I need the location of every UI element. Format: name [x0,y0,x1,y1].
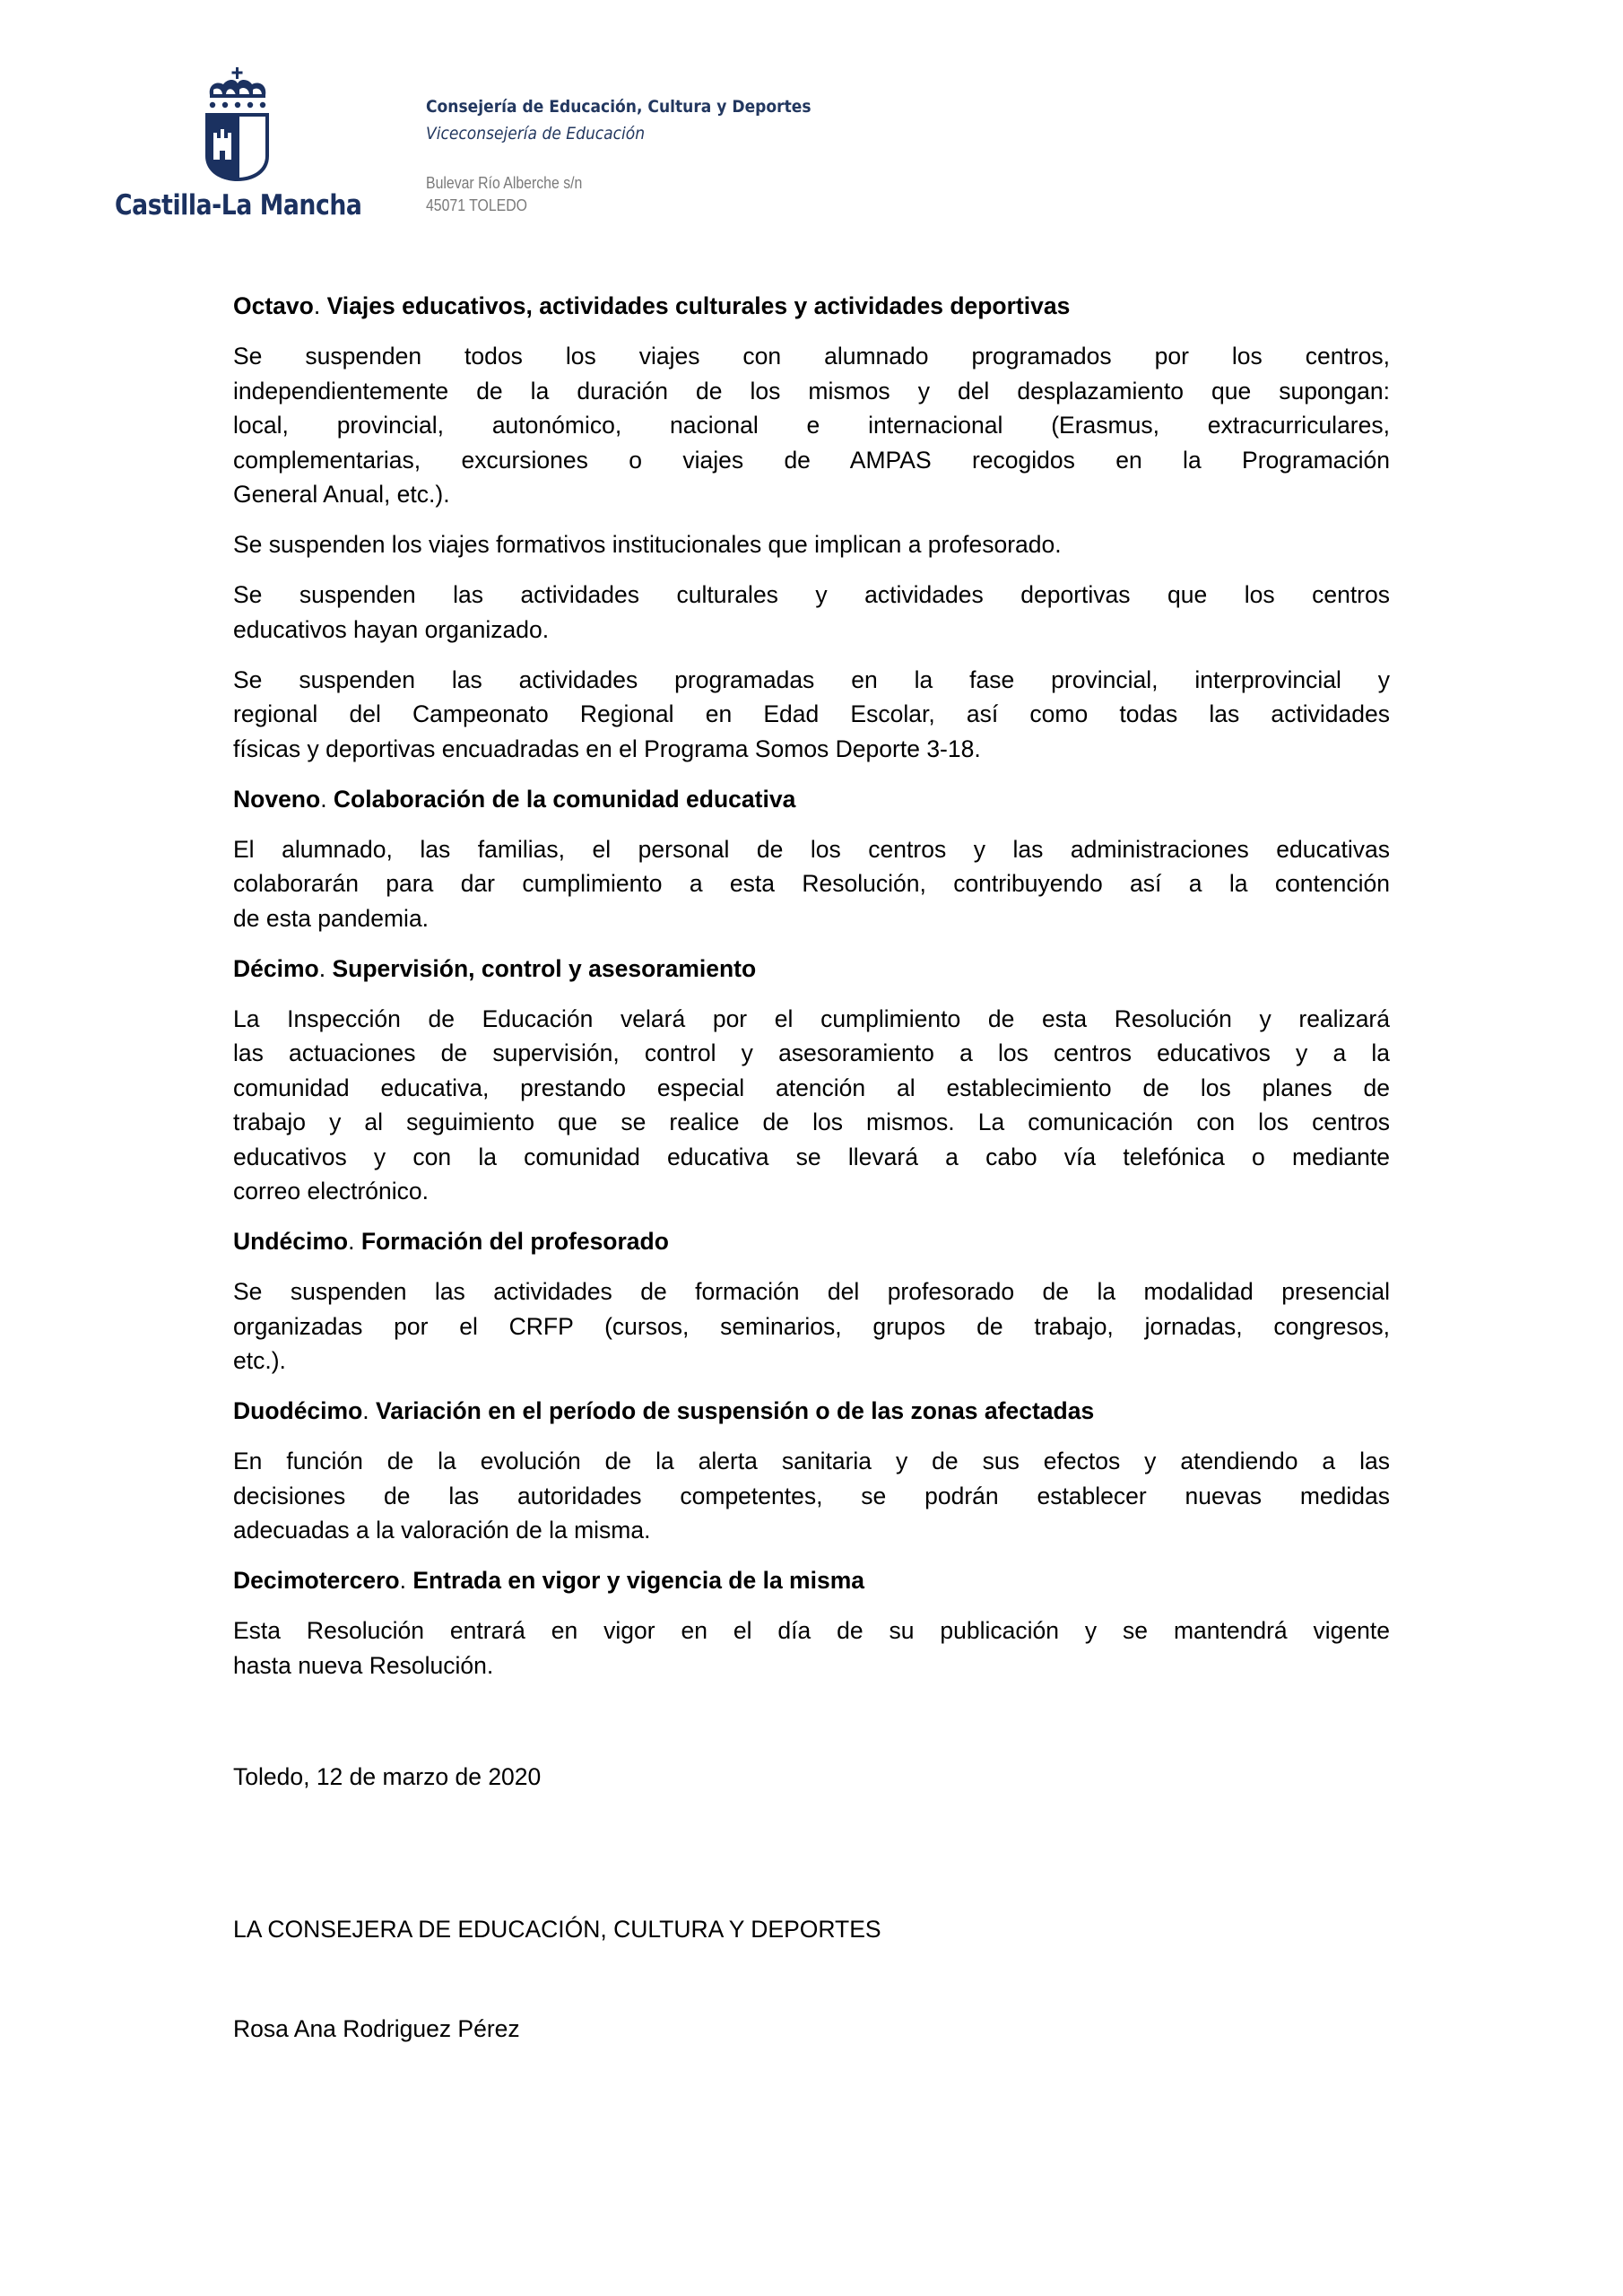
paragraph-line: correo electrónico. [233,1178,429,1205]
paragraph-line: etc.). [233,1347,286,1374]
section-heading [233,1563,1390,1598]
paragraph-line: Se suspenden los viajes formativos institucionales que implican a profesorado. [233,531,1062,558]
paragraph [233,832,1390,936]
address-street: Bulevar Río Alberche s/n [426,174,583,192]
paragraph-line: El alumnado, las familias, el personal de los centros y las administraciones educativas [233,835,1390,863]
paragraph [233,578,1390,647]
paragraph-line: Se suspenden las actividades de formación del profesorado de la modalidad presencial [233,1278,1390,1305]
paragraph-line: Esta Resolución entrará en vigor en el día de su publicación y se mantendrá vigente [233,1617,1390,1644]
section-title: Formación del profesorado [360,1228,669,1255]
place-date: Toledo, 12 de marzo de 2020 [233,1763,542,1790]
document-body [233,289,1390,1699]
paragraph-line: complementarias, excursiones o viajes de AMPAS recogidos en la Programación [233,446,1390,474]
sub-department-name: Viceconsejería de Educación [426,124,646,144]
paragraph-line: Se suspenden todos los viajes con alumnado programados por los centros, [233,343,1390,370]
paragraph [233,1002,1390,1209]
paragraph-line: regional del Campeonato Regional en Edad Escolar, así como todas las actividades [233,700,1390,727]
section-heading [233,1394,1390,1429]
address-block [426,172,582,217]
paragraph [233,339,1390,512]
region-name: Castilla-La Mancha [115,189,362,222]
paragraph [233,1613,1390,1683]
section-number: Undécimo [233,1228,349,1255]
section-title: Colaboración de la comunidad educativa [333,785,796,813]
signer-title: LA CONSEJERA DE EDUCACIÓN, CULTURA Y DEPORTES [233,1916,881,1943]
section-separator: . [348,1228,361,1255]
section-title: Variación en el período de suspensión o de las zonas afectadas [376,1397,1095,1424]
section-separator: . [318,954,333,982]
section-title: Entrada en vigor y vigencia de la misma [412,1567,865,1594]
section-heading [233,952,1390,987]
paragraph-line: independientemente de la duración de los mismos y del desplazamiento que supongan: [233,377,1390,404]
paragraph-line: organizadas por el CRFP (cursos, seminarios, grupos de trabajo, jornadas, congresos, [233,1312,1390,1340]
paragraph [233,663,1390,767]
paragraph-line: hasta nueva Resolución. [233,1651,494,1679]
section-separator: . [362,1397,377,1424]
paragraph-line: trabajo y al seguimiento que se realice de los mismos. La comunicación con los centros [233,1109,1390,1135]
paragraph [233,1444,1390,1548]
paragraph-line: local, provincial, autonómico, nacional e internacional (Erasmus, extracurriculares, [233,412,1390,439]
section-number: Décimo [233,954,319,982]
section-number: Duodécimo [233,1397,363,1424]
letterhead-logo [108,59,368,239]
paragraph-line: En función de la evolución de la alerta sanitaria y de sus efectos y atendiendo a las [233,1448,1390,1474]
section-number: Octavo [233,292,314,319]
section-number: Decimotercero [233,1567,400,1594]
paragraph-line: adecuadas a la valoración de la misma. [233,1517,651,1544]
paragraph-line: educativos y con la comunidad educativa se llevará a cabo vía telefónica o mediante [233,1143,1390,1170]
paragraph-line: Se suspenden las actividades culturales y actividades deportivas que los centros [233,581,1390,608]
section-heading [233,1224,1390,1259]
section-number: Noveno [233,785,321,813]
paragraph-line: físicas y deportivas encuadradas en el Programa Somos Deporte 3-18. [233,735,981,762]
signer-name: Rosa Ana Rodriguez Pérez [233,2015,520,2042]
section-title: Supervisión, control y asesoramiento [332,954,757,982]
paragraph-line: Se suspenden las actividades programadas en la fase provincial, interprovincial y [233,665,1390,693]
section-heading [233,782,1390,817]
section-title: Viajes educativos, actividades culturales y actividades deportivas [326,292,1071,319]
castilla-la-mancha-coat-of-arms-icon [197,59,278,185]
department-name: Consejería de Educación, Cultura y Deportes [426,97,812,117]
section-heading [233,289,1390,324]
section-separator: . [320,785,334,813]
paragraph-line: decisiones de las autoridades competentes, se podrán establecer nuevas medidas [233,1482,1390,1509]
paragraph-line: las actuaciones de supervisión, control y asesoramiento a los centros educativos y a la [233,1039,1390,1066]
paragraph-line: de esta pandemia. [233,904,430,932]
organization-block [426,97,854,144]
section-separator: . [313,292,327,319]
paragraph [233,1274,1390,1378]
paragraph-line: General Anual, etc.). [233,481,450,508]
address-city: 45071 TOLEDO [426,196,528,214]
paragraph-line: educativos hayan organizado. [233,615,550,643]
section-separator: . [399,1567,413,1594]
paragraph [233,527,1390,562]
paragraph-line: comunidad educativa, prestando especial atención al establecimiento de los planes de [233,1074,1390,1101]
paragraph-line: La Inspección de Educación velará por el cumplimiento de esta Resolución y realizará [233,1004,1390,1032]
paragraph-line: colaborarán para dar cumplimiento a esta Resolución, contribuyendo así a la contención [233,870,1390,897]
